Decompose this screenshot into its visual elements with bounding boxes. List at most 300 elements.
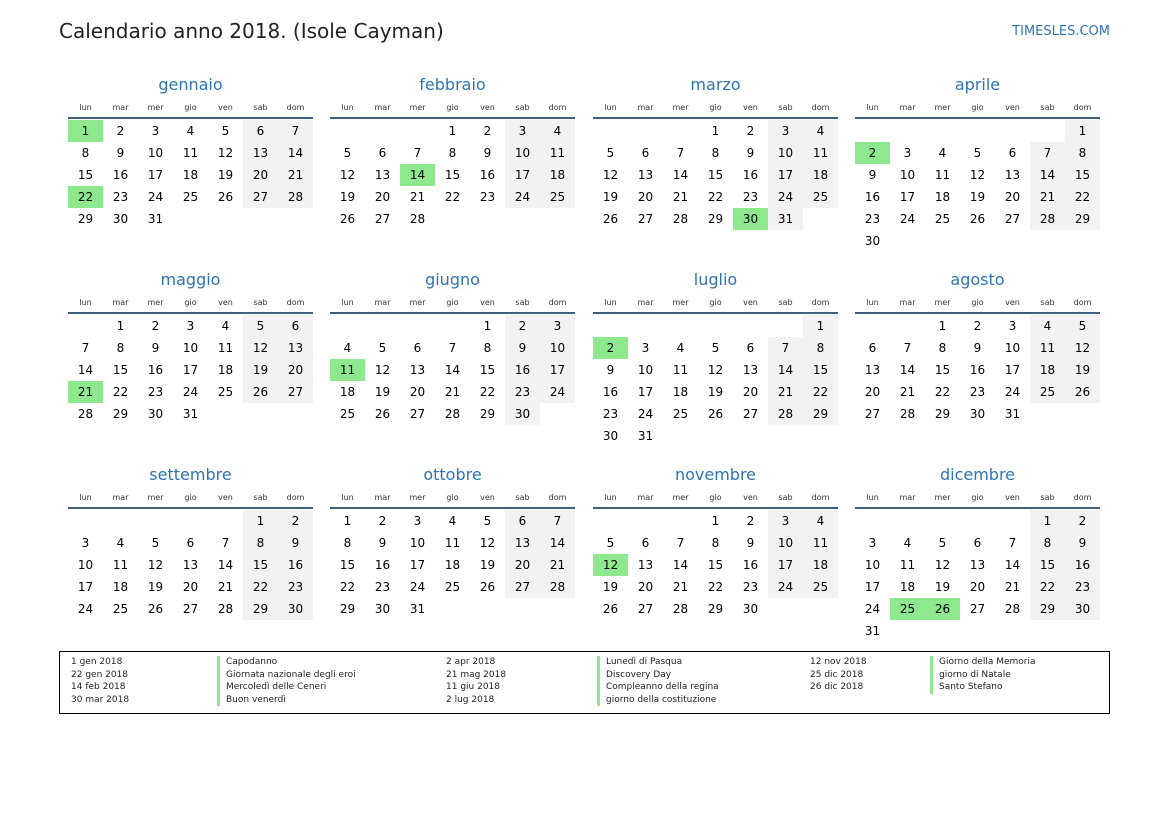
holiday-date: 22 gen 2018: [71, 669, 129, 680]
day-cell: 25: [112, 602, 129, 616]
week-row: [855, 532, 1100, 554]
day-cell: 20: [374, 190, 391, 204]
month-giugno: [330, 268, 575, 425]
day-cell: 25: [672, 407, 689, 421]
day-cell: 11: [1030, 337, 1065, 359]
holiday-day: 11: [330, 359, 365, 381]
empty-cell: [995, 620, 1030, 642]
week-row: [330, 554, 575, 576]
holiday-date: 2 apr 2018: [446, 657, 496, 667]
day-cell: 5: [483, 514, 492, 528]
week-row: [593, 208, 838, 230]
weekday-label: mer: [934, 493, 951, 502]
day-cell: 2: [746, 124, 755, 138]
day-cell: 21: [444, 385, 461, 399]
holiday-name: Giorno della Memoria: [939, 657, 1036, 667]
empty-cell: [208, 510, 243, 532]
weekday-label: ven: [1005, 103, 1020, 112]
header-divider: [68, 312, 313, 314]
weekday-label: sab: [778, 493, 793, 502]
day-cell: 17: [768, 554, 803, 576]
day-cell: 13: [742, 363, 759, 377]
weekday-label: mer: [672, 298, 689, 307]
day-cell: 29: [339, 602, 356, 616]
empty-cell: [1065, 620, 1100, 642]
day-cell: 28: [672, 602, 689, 616]
day-cell: 24: [182, 385, 199, 399]
day-cell: 14: [217, 558, 234, 572]
day-cell: 29: [803, 403, 838, 425]
empty-cell: [995, 120, 1030, 142]
day-cell: 2: [378, 514, 387, 528]
day-cell: 12: [217, 146, 234, 160]
day-cell: 14: [1004, 558, 1021, 572]
day-cell: 8: [343, 536, 352, 550]
weekday-label: lun: [604, 493, 617, 502]
week-row: [330, 142, 575, 164]
weekday-header: [855, 491, 1100, 505]
day-cell: 10: [409, 536, 426, 550]
day-cell: 2: [746, 514, 755, 528]
day-cell: 5: [606, 536, 615, 550]
day-cell: 13: [409, 363, 426, 377]
day-cell: 6: [413, 341, 422, 355]
weekday-label: lun: [341, 103, 354, 112]
day-cell: 13: [243, 142, 278, 164]
empty-cell: [628, 315, 663, 337]
day-cell: 17: [182, 363, 199, 377]
day-cell: 24: [147, 190, 164, 204]
day-cell: 11: [112, 558, 129, 572]
day-cell: 22: [112, 385, 129, 399]
day-cell: 9: [868, 168, 877, 182]
week-row: [68, 598, 313, 620]
day-cell: 11: [899, 558, 916, 572]
day-cell: 12: [147, 558, 164, 572]
holiday-day: 14: [400, 164, 435, 186]
day-cell: 1: [116, 319, 125, 333]
weekday-label: gio: [446, 298, 459, 307]
day-cell: 5: [243, 315, 278, 337]
week-row: [855, 230, 1100, 252]
day-cell: 8: [711, 536, 720, 550]
day-cell: 2: [1065, 510, 1100, 532]
day-cell: 24: [505, 186, 540, 208]
day-cell: 23: [479, 190, 496, 204]
month-name: ottobre: [423, 465, 482, 484]
site-link[interactable]: TIMESLES.COM: [1012, 24, 1110, 39]
day-cell: 15: [934, 363, 951, 377]
day-cell: 7: [448, 341, 457, 355]
day-cell: 22: [444, 190, 461, 204]
day-cell: 1: [343, 514, 352, 528]
day-cell: 29: [243, 598, 278, 620]
day-cell: 25: [934, 212, 951, 226]
day-cell: 13: [637, 168, 654, 182]
weekday-label: dom: [811, 493, 830, 502]
day-cell: 21: [1030, 186, 1065, 208]
day-cell: 15: [112, 363, 129, 377]
day-cell: 31: [409, 602, 426, 616]
day-cell: 11: [672, 363, 689, 377]
day-cell: 26: [217, 190, 234, 204]
holiday-name: Giornata nazionale degli eroi: [226, 669, 356, 680]
day-cell: 31: [864, 624, 881, 638]
day-cell: 9: [116, 146, 125, 160]
day-cell: 30: [864, 234, 881, 248]
day-cell: 12: [934, 558, 951, 572]
day-cell: 13: [374, 168, 391, 182]
day-cell: 15: [339, 558, 356, 572]
day-cell: 28: [768, 403, 803, 425]
day-cell: 25: [444, 580, 461, 594]
day-cell: 21: [768, 381, 803, 403]
weekday-label: dom: [286, 493, 305, 502]
week-row: [855, 142, 1100, 164]
day-cell: 14: [444, 363, 461, 377]
weekday-label: lun: [341, 493, 354, 502]
weekday-label: ven: [743, 493, 758, 502]
day-cell: 29: [1030, 598, 1065, 620]
day-cell: 3: [413, 514, 422, 528]
day-cell: 7: [221, 536, 230, 550]
day-cell: 29: [934, 407, 951, 421]
week-row: [593, 142, 838, 164]
weekday-label: mar: [899, 103, 916, 112]
week-row: [68, 186, 313, 208]
weekday-label: lun: [341, 298, 354, 307]
day-cell: 4: [540, 120, 575, 142]
week-row: [68, 359, 313, 381]
empty-cell: [1030, 230, 1065, 252]
day-cell: 13: [505, 532, 540, 554]
week-row: [68, 164, 313, 186]
weekday-label: lun: [866, 103, 879, 112]
day-cell: 2: [151, 319, 160, 333]
weekday-label: sab: [253, 103, 268, 112]
week-row: [330, 532, 575, 554]
day-cell: 18: [934, 190, 951, 204]
day-cell: 6: [973, 536, 982, 550]
day-cell: 20: [243, 164, 278, 186]
day-cell: 7: [676, 146, 685, 160]
week-row: [593, 403, 838, 425]
weekday-label: gio: [971, 298, 984, 307]
week-row: [330, 186, 575, 208]
weekday-header: [68, 101, 313, 115]
weekday-header: [593, 101, 838, 115]
day-cell: 11: [217, 341, 234, 355]
weekday-label: dom: [548, 103, 567, 112]
month-name: febbraio: [419, 75, 486, 94]
day-cell: 28: [540, 576, 575, 598]
day-cell: 24: [1004, 385, 1021, 399]
day-cell: 27: [637, 602, 654, 616]
day-cell: 14: [278, 142, 313, 164]
empty-cell: [470, 208, 505, 230]
week-row: [593, 120, 838, 142]
empty-cell: [663, 425, 698, 447]
holiday-day: 21: [68, 381, 103, 403]
day-cell: 4: [1030, 315, 1065, 337]
day-cell: 17: [864, 580, 881, 594]
empty-cell: [470, 598, 505, 620]
day-cell: 27: [1004, 212, 1021, 226]
weekday-label: mar: [637, 493, 654, 502]
weekday-label: lun: [866, 298, 879, 307]
weekday-label: lun: [866, 493, 879, 502]
day-cell: 9: [746, 536, 755, 550]
month-name: novembre: [674, 465, 757, 484]
day-cell: 1: [448, 124, 457, 138]
day-cell: 24: [409, 580, 426, 594]
day-cell: 28: [1004, 602, 1021, 616]
holiday-date: 30 mar 2018: [71, 694, 130, 705]
day-cell: 21: [899, 385, 916, 399]
holiday-day: 25: [890, 598, 925, 620]
day-cell: 16: [1065, 554, 1100, 576]
day-cell: 15: [1065, 164, 1100, 186]
weekday-label: dom: [811, 298, 830, 307]
day-cell: 24: [768, 576, 803, 598]
weekday-label: mar: [112, 493, 129, 502]
day-cell: 25: [803, 186, 838, 208]
day-cell: 9: [606, 363, 615, 377]
weekday-label: mar: [637, 103, 654, 112]
week-row: [68, 576, 313, 598]
day-cell: 27: [637, 212, 654, 226]
day-cell: 19: [147, 580, 164, 594]
day-cell: 14: [899, 363, 916, 377]
month-name: marzo: [690, 75, 741, 94]
header-divider: [593, 507, 838, 509]
empty-cell: [960, 620, 995, 642]
empty-cell: [435, 208, 470, 230]
weekday-label: mar: [374, 103, 391, 112]
day-cell: 19: [969, 190, 986, 204]
day-cell: 20: [278, 359, 313, 381]
day-cell: 14: [672, 168, 689, 182]
day-cell: 5: [343, 146, 352, 160]
header-divider: [855, 507, 1100, 509]
holiday-day: 22: [68, 186, 103, 208]
empty-cell: [663, 120, 698, 142]
empty-cell: [68, 510, 103, 532]
day-cell: 9: [278, 532, 313, 554]
day-cell: 20: [637, 190, 654, 204]
week-row: [330, 315, 575, 337]
day-cell: 26: [1065, 381, 1100, 403]
week-row: [68, 315, 313, 337]
day-cell: 26: [374, 407, 391, 421]
week-row: [330, 120, 575, 142]
weekday-label: sab: [1040, 493, 1055, 502]
week-row: [855, 554, 1100, 576]
day-cell: 10: [768, 142, 803, 164]
empty-cell: [733, 315, 768, 337]
day-cell: 1: [483, 319, 492, 333]
week-row: [68, 403, 313, 425]
day-cell: 22: [243, 576, 278, 598]
day-cell: 24: [899, 212, 916, 226]
day-cell: 18: [112, 580, 129, 594]
day-cell: 12: [969, 168, 986, 182]
day-cell: 19: [374, 385, 391, 399]
weekday-label: mar: [637, 298, 654, 307]
day-cell: 25: [182, 190, 199, 204]
day-cell: 8: [116, 341, 125, 355]
day-cell: 1: [711, 514, 720, 528]
day-cell: 21: [278, 164, 313, 186]
day-cell: 17: [147, 168, 164, 182]
week-row: [593, 186, 838, 208]
day-cell: 6: [1008, 146, 1017, 160]
day-cell: 11: [182, 146, 199, 160]
day-cell: 31: [182, 407, 199, 421]
day-cell: 4: [343, 341, 352, 355]
day-cell: 23: [602, 407, 619, 421]
empty-cell: [243, 208, 278, 230]
day-cell: 3: [768, 510, 803, 532]
weekday-label: sab: [515, 103, 530, 112]
holiday-name: Discovery Day: [606, 669, 672, 680]
holiday-date: 12 nov 2018: [810, 657, 867, 667]
empty-cell: [890, 315, 925, 337]
day-cell: 9: [483, 146, 492, 160]
day-cell: 18: [803, 554, 838, 576]
day-cell: 10: [637, 363, 654, 377]
day-cell: 7: [413, 146, 422, 160]
empty-cell: [768, 598, 803, 620]
day-cell: 16: [969, 363, 986, 377]
empty-cell: [960, 230, 995, 252]
day-cell: 6: [243, 120, 278, 142]
day-cell: 30: [742, 602, 759, 616]
empty-cell: [1030, 120, 1065, 142]
day-cell: 8: [81, 146, 90, 160]
day-cell: 2: [116, 124, 125, 138]
weekday-label: ven: [743, 103, 758, 112]
day-cell: 7: [676, 536, 685, 550]
day-cell: 29: [1065, 208, 1100, 230]
week-row: [593, 359, 838, 381]
weekday-label: sab: [515, 493, 530, 502]
empty-cell: [365, 315, 400, 337]
week-row: [855, 403, 1100, 425]
weekday-label: gio: [709, 298, 722, 307]
day-cell: 9: [505, 337, 540, 359]
day-cell: 7: [903, 341, 912, 355]
week-row: [330, 337, 575, 359]
day-cell: 16: [505, 359, 540, 381]
day-cell: 19: [339, 190, 356, 204]
week-row: [593, 532, 838, 554]
weekday-header: [68, 296, 313, 310]
weekday-label: sab: [253, 298, 268, 307]
day-cell: 29: [77, 212, 94, 226]
weekday-label: dom: [548, 493, 567, 502]
day-cell: 26: [707, 407, 724, 421]
day-cell: 17: [409, 558, 426, 572]
holiday-day: 26: [925, 598, 960, 620]
header-divider: [330, 507, 575, 509]
day-cell: 10: [1004, 341, 1021, 355]
week-row: [855, 620, 1100, 642]
day-cell: 19: [602, 580, 619, 594]
day-cell: 3: [151, 124, 160, 138]
weekday-label: gio: [446, 493, 459, 502]
day-cell: 23: [374, 580, 391, 594]
empty-cell: [768, 315, 803, 337]
week-row: [855, 120, 1100, 142]
day-cell: 17: [899, 190, 916, 204]
day-cell: 8: [243, 532, 278, 554]
holiday-name: Lunedì di Pasqua: [606, 657, 683, 667]
empty-cell: [628, 510, 663, 532]
header-divider: [855, 312, 1100, 314]
empty-cell: [855, 120, 890, 142]
day-cell: 23: [147, 385, 164, 399]
day-cell: 23: [742, 190, 759, 204]
week-row: [330, 164, 575, 186]
holiday-day: 30: [733, 208, 768, 230]
empty-cell: [803, 208, 838, 230]
day-cell: 20: [969, 580, 986, 594]
month-luglio: [593, 268, 838, 447]
day-cell: 12: [243, 337, 278, 359]
weekday-label: ven: [218, 103, 233, 112]
day-cell: 17: [505, 164, 540, 186]
day-cell: 24: [768, 186, 803, 208]
day-cell: 26: [602, 602, 619, 616]
week-row: [68, 381, 313, 403]
day-cell: 5: [606, 146, 615, 160]
day-cell: 16: [479, 168, 496, 182]
weekday-label: mer: [934, 103, 951, 112]
day-cell: 3: [540, 315, 575, 337]
week-row: [593, 337, 838, 359]
day-cell: 22: [339, 580, 356, 594]
day-cell: 23: [864, 212, 881, 226]
day-cell: 20: [1004, 190, 1021, 204]
day-cell: 29: [479, 407, 496, 421]
holiday-date-column: [810, 656, 867, 694]
day-cell: 6: [746, 341, 755, 355]
page-title: Calendario anno 2018. (Isole Cayman): [59, 19, 444, 43]
day-cell: 22: [707, 190, 724, 204]
weekday-label: mer: [672, 103, 689, 112]
day-cell: 11: [803, 142, 838, 164]
day-cell: 7: [278, 120, 313, 142]
weekday-header: [593, 296, 838, 310]
day-cell: 8: [483, 341, 492, 355]
weekday-header: [330, 296, 575, 310]
day-cell: 20: [637, 580, 654, 594]
empty-cell: [505, 598, 540, 620]
weekday-label: ven: [218, 298, 233, 307]
day-cell: 5: [973, 146, 982, 160]
day-cell: 25: [339, 407, 356, 421]
header-divider: [593, 312, 838, 314]
week-row: [68, 554, 313, 576]
week-row: [855, 381, 1100, 403]
day-cell: 11: [444, 536, 461, 550]
day-cell: 6: [641, 146, 650, 160]
day-cell: 1: [711, 124, 720, 138]
week-row: [68, 142, 313, 164]
day-cell: 2: [505, 315, 540, 337]
empty-cell: [505, 208, 540, 230]
